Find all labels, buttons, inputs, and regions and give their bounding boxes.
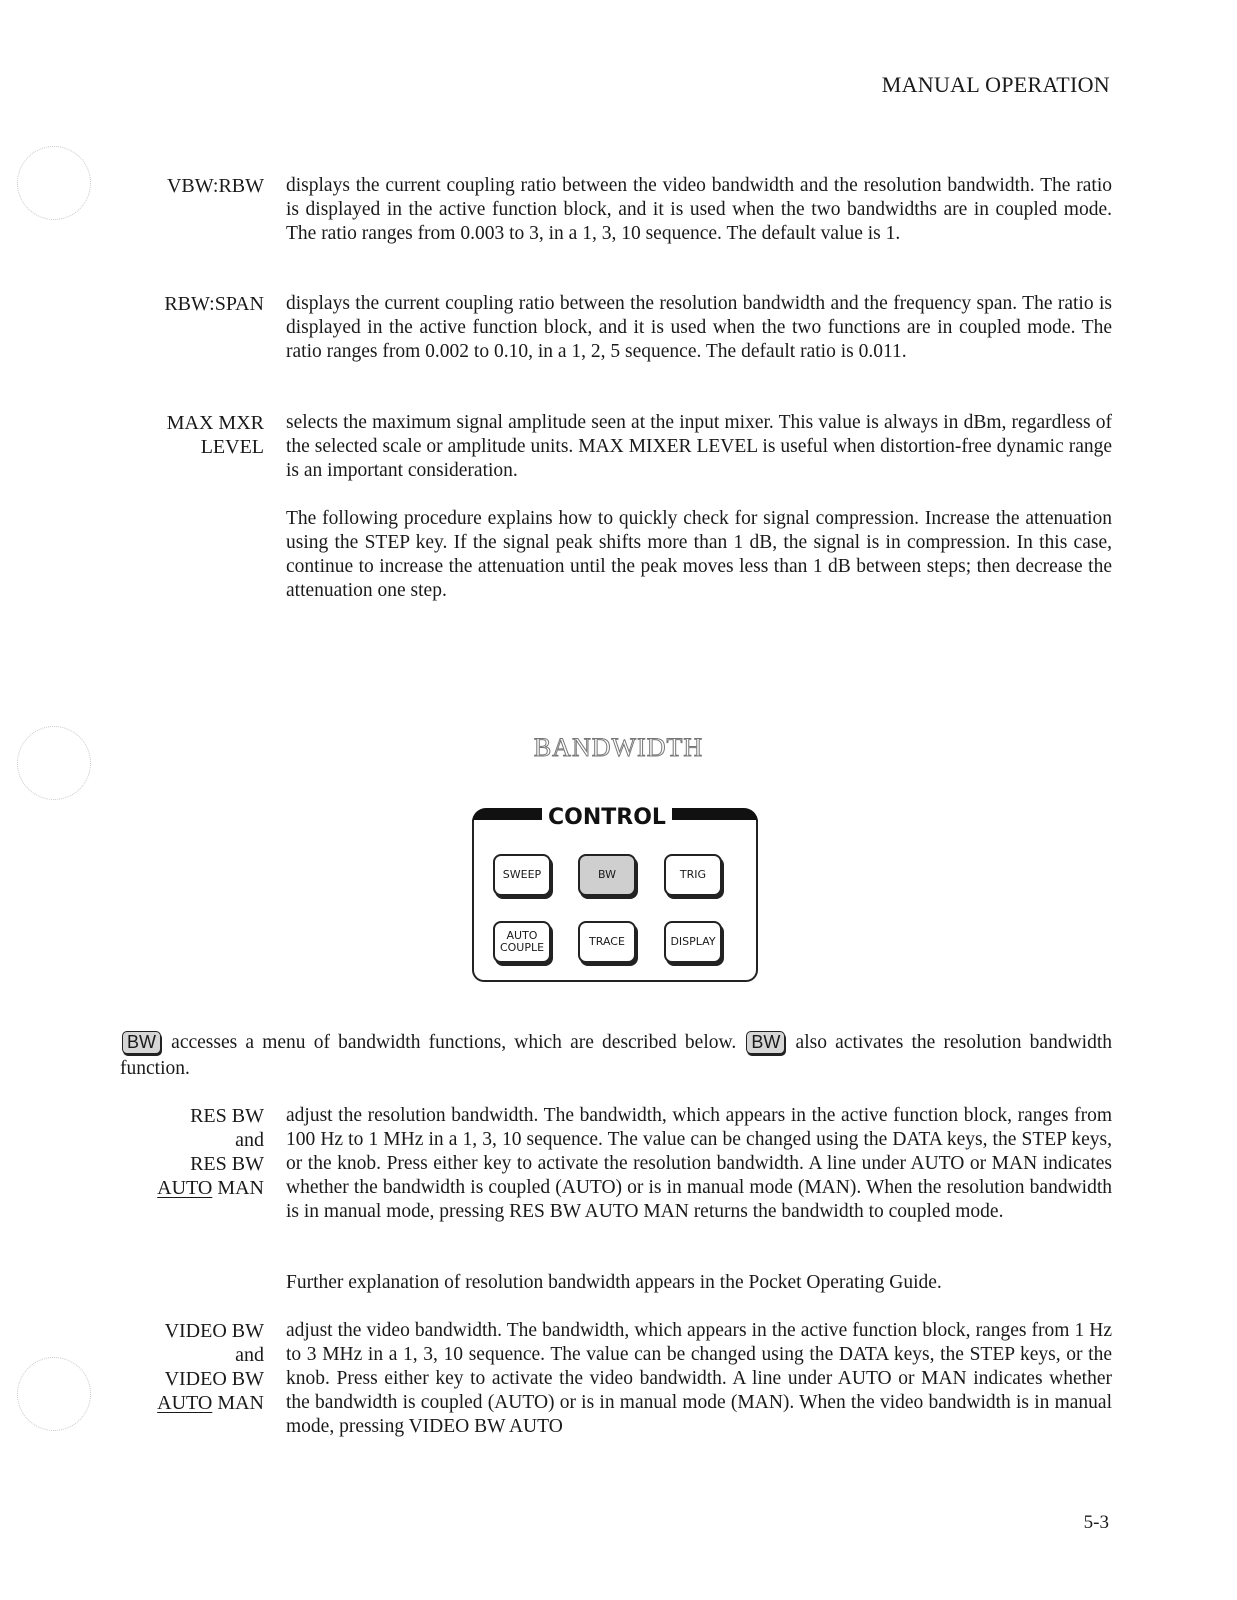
- term-label: VIDEO BW and VIDEO BW AUTO MAN: [157, 1320, 264, 1414]
- display-key: DISPLAY: [664, 921, 722, 963]
- further-explanation: Further explanation of resolution bandwidth appears in the Pocket Operating Guide.: [286, 1272, 942, 1293]
- running-header: MANUAL OPERATION: [881, 72, 1110, 97]
- term-description: adjust the video bandwidth. The bandwidth, which appears in the active function block, ranges from 1 Hz to 3 MHz in a 1, 3, 10 sequence. The value can be changed using the DATA keys, the STEP keys, or the knob. Press either key to activate the video bandwidth. A line under AUTO or MAN indicates whether the bandwidth is coupled (AUTO) or is in manual mode (MAN). When the video bandwidth is in manual mode, pressing VIDEO BW AUTO: [286, 1320, 1112, 1437]
- trig-key: TRIG: [664, 854, 722, 896]
- trace-key: TRACE: [578, 921, 636, 963]
- term-label: MAX MXR LEVEL: [166, 412, 264, 458]
- section-title: BANDWIDTH: [533, 733, 704, 762]
- bw-intro-paragraph: BW accesses a menu of bandwidth functions, which are described below. BW also activates the resolution bandwidth function.: [120, 1032, 1112, 1079]
- page-number: 5-3: [1083, 1512, 1109, 1533]
- auto-couple-key: AUTO COUPLE: [493, 921, 551, 963]
- compression-paragraph: The following procedure explains how to quickly check for signal compression. Increase the attenuation using the STEP key. If the signal peak shifts more than 1 dB, the signal is in compression. In this case, continue to increase the attenuation until the peak moves less than 1 dB between steps; then decrease the attenuation one step.: [286, 508, 1112, 601]
- term-description: adjust the resolution bandwidth. The bandwidth, which appears in the active function block, ranges from 100 Hz to 1 MHz in a 1, 3, 10 sequence. The value can be changed using the DATA keys, the STEP keys, or the knob. Press either key to activate the resolution bandwidth. A line under AUTO or MAN indicates whether the bandwidth is coupled (AUTO) or is in manual mode (MAN). When the resolution bandwidth is in manual mode, pressing RES BW AUTO MAN returns the bandwidth to coupled mode.: [286, 1105, 1112, 1222]
- term-label: RES BW and RES BW AUTO MAN: [157, 1105, 264, 1199]
- bw-key-inline: BW: [746, 1031, 785, 1054]
- bw-key: BW: [578, 854, 636, 896]
- term-description: displays the current coupling ratio between the video bandwidth and the resolution bandwidth. The ratio is displayed in the active function block, and it is used when the two bandwidths are in coupled mode. The ratio ranges from 0.003 to 3, in a 1, 3, 10 sequence. The default value is 1.: [286, 175, 1112, 244]
- sweep-key: SWEEP: [493, 854, 551, 896]
- binder-hole: [17, 146, 91, 220]
- term-description: displays the current coupling ratio between the resolution bandwidth and the frequency span. The ratio is displayed in the active function block, and it is used when the two functions are in coupled mode. The ratio ranges from 0.002 to 0.10, in a 1, 2, 5 sequence. The default ratio is 0.011.: [286, 293, 1112, 362]
- term-description: selects the maximum signal amplitude seen at the input mixer. This value is always in dBm, regardless of the selected scale or amplitude units. MAX MIXER LEVEL is useful when distortion-free dynamic range is an important consideration.: [286, 412, 1112, 481]
- control-panel-title: CONTROL: [542, 805, 672, 831]
- term-label: RBW:SPAN: [164, 293, 264, 315]
- bw-key-inline: BW: [122, 1031, 161, 1054]
- binder-hole: [17, 1357, 91, 1431]
- term-label: VBW:RBW: [166, 175, 264, 197]
